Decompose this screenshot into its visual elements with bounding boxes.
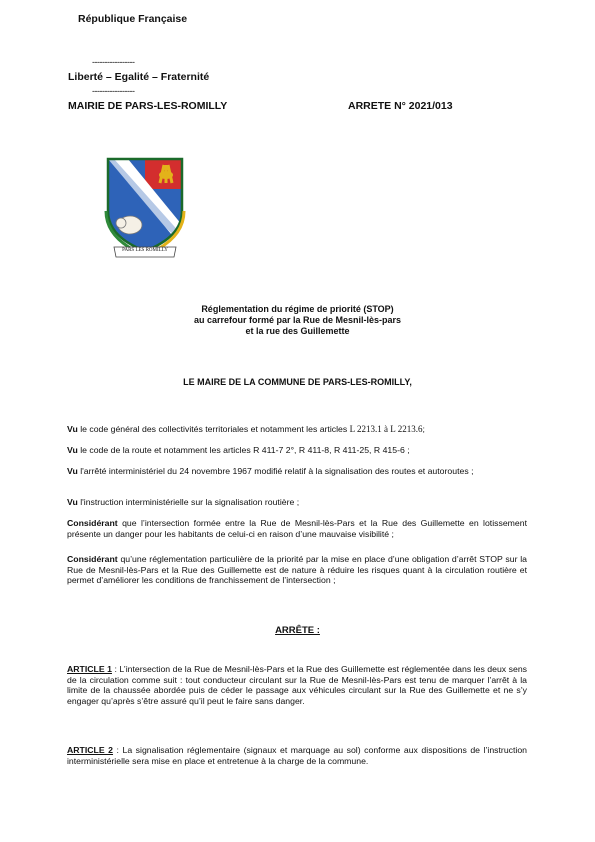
article-label: ARTICLE 2	[67, 745, 114, 755]
vu-paragraph	[67, 445, 527, 456]
vu-text: l'instruction interministérielle sur la signalisation routière ;	[77, 497, 300, 507]
vu-label: Vu	[67, 424, 78, 434]
considerant-paragraph	[67, 554, 527, 586]
vu-label: Vu	[67, 497, 78, 507]
vu-text: le code général des collectivités territoriales et notamment les articles	[77, 424, 350, 434]
considerant-label: Considérant	[67, 554, 118, 564]
vu-article-range: L 2213.1 à L 2213.6	[349, 424, 423, 434]
motto: Liberté – Egalité – Fraternité	[68, 71, 210, 83]
article-paragraph	[67, 664, 527, 706]
vu-text: le code de la route et notamment les articles R 411-7 2°, R 411-8, R 411-25, R 415-6 ;	[77, 445, 410, 455]
considerant-paragraph	[67, 518, 527, 539]
republic-label: République Française	[78, 13, 188, 25]
mairie-name: MAIRIE DE PARS-LES-ROMILLY	[68, 100, 228, 112]
considerant-label: Considérant	[67, 518, 118, 528]
vu-paragraph	[67, 466, 527, 477]
vu-end: ;	[422, 424, 425, 434]
arrete-number: ARRETE N° 2021/013	[348, 100, 453, 112]
coat-of-arms-icon	[104, 155, 186, 261]
vu-label: Vu	[67, 466, 78, 476]
article-label: ARTICLE 1	[67, 664, 112, 674]
arrete-heading: ARRÊTE :	[275, 625, 320, 636]
article-paragraph	[67, 745, 527, 766]
considerant-text: que l’intersection formée entre la Rue de Mesnil-lès-Pars et la Rue des Guillemette en lotissement présente un danger pour les habitants de celui-ci en raison d’une mauvaise visibilité ;	[67, 518, 527, 539]
article-text: La signalisation réglementaire (signaux et marquage au sol) conforme aux dispositions de l’instruction interministérielle sera mise en place et entretenue à la charge de la commune.	[67, 745, 527, 766]
title-line: au carrefour formé par la Rue de Mesnil-lès-pars	[193, 315, 402, 325]
article-separator: :	[113, 745, 123, 755]
coat-banner-text: PARS LES ROMILLY	[122, 248, 168, 253]
article-separator: :	[111, 664, 120, 674]
vu-label: Vu	[67, 445, 78, 455]
considerant-text: qu’une réglementation particulière de la priorité par la mise en place d’une obligation d’arrêt STOP sur la Rue de Mesnil-lès-Pars et la Rue des Guillemette est de nature à réduire les risques quant à la circulation routière et permet d’améliorer les conditions de franchissement de l’intersection ;	[67, 554, 527, 586]
header-divider: -----------------	[92, 57, 135, 67]
title-line: et la rue des Guillemette	[245, 326, 350, 336]
vu-text: l'arrêté interministériel du 24 novembre 1967 modifié relatif à la signalisation des routes et autoroutes ;	[77, 466, 474, 476]
vu-paragraph	[67, 424, 527, 435]
article-text: L’intersection de la Rue de Mesnil-lès-Pars et la Rue des Guillemette est réglementée dans les deux sens de la circulation comme suit : tout conducteur circulant sur la Rue de Mesnil-lès-Pars est tenu de marquer l’arrêt à la limite de la chaussée abordée puis de céder le passage aux véhicules circulant sur la Rue des Guillemette et ne s’y engager qu’après s’être assuré qu’il peut le faire sans danger.	[67, 664, 527, 706]
header-divider: -----------------	[92, 86, 135, 96]
document-title	[0, 304, 595, 337]
maire-heading: LE MAIRE DE LA COMMUNE DE PARS-LES-ROMILLY,	[183, 377, 412, 387]
vu-paragraph	[67, 497, 527, 508]
title-line: Réglementation du régime de priorité (STOP)	[201, 304, 394, 314]
